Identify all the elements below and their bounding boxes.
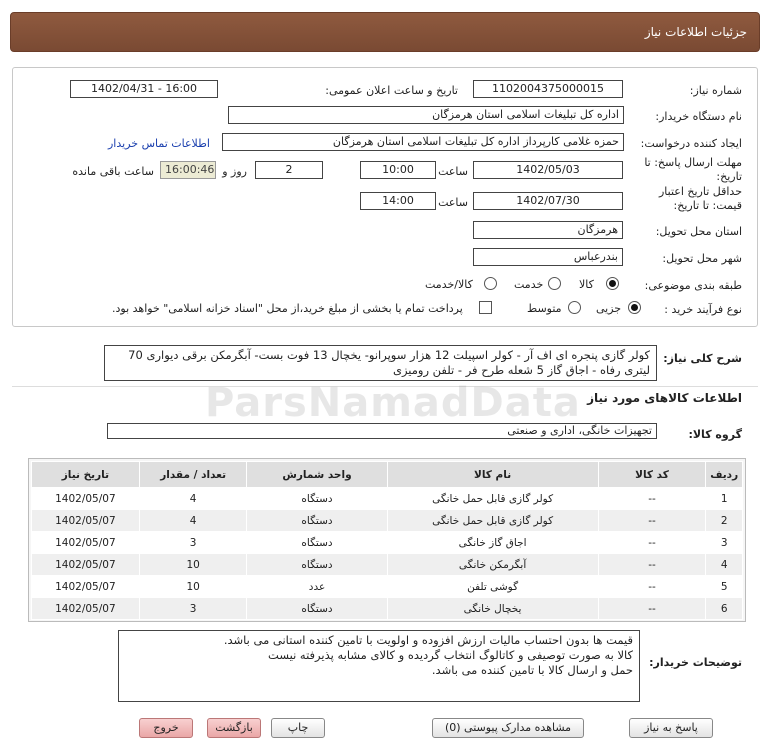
cell-date: 1402/05/07	[32, 532, 140, 554]
table-row	[32, 510, 743, 532]
announce-field: 1402/04/31 - 16:00	[70, 80, 218, 98]
province-label: استان محل تحویل:	[655, 225, 742, 238]
category-label: طبقه بندی موضوعی:	[644, 279, 742, 292]
process-label: نوع فرآیند خرید :	[664, 303, 742, 316]
page-title: جزئیات اطلاعات نیاز	[644, 25, 747, 39]
validity-label: حداقل تاریخ اعتبار قیمت: تا تاریخ:	[658, 185, 742, 212]
cell-date: 1402/05/07	[32, 510, 140, 532]
watermark-logo: ParsNamadData	[205, 380, 581, 426]
reply-deadline-label: مهلت ارسال پاسخ: تا تاریخ:	[644, 156, 742, 183]
cell-date: 1402/05/07	[32, 598, 140, 620]
cell-name: گوشی تلفن	[387, 576, 598, 598]
cell-row: 3	[706, 532, 743, 554]
buyer-notes-line: حمل و ارسال کالا با تامین کننده می باشد.	[431, 663, 633, 677]
category-service-radio[interactable]	[548, 277, 561, 290]
description-label: شرح کلی نیاز:	[663, 352, 742, 365]
category-goods-label: کالا	[579, 278, 594, 291]
col-qty: تعداد / مقدار	[139, 462, 247, 488]
process-medium-radio[interactable]	[568, 301, 581, 314]
cell-qty: 4	[139, 488, 247, 510]
cell-qty: 10	[139, 554, 247, 576]
cell-code: --	[598, 598, 706, 620]
cell-date: 1402/05/07	[32, 554, 140, 576]
col-name: نام کالا	[387, 462, 598, 488]
process-small-label: جزیی	[596, 302, 622, 315]
cell-date: 1402/05/07	[32, 488, 140, 510]
goods-section-title: اطلاعات کالاهای مورد نیاز	[587, 391, 742, 405]
table-row	[32, 488, 743, 510]
table-row	[32, 576, 743, 598]
category-goods-radio[interactable]	[606, 277, 619, 290]
cell-code: --	[598, 488, 706, 510]
buyer-contact-link[interactable]: اطلاعات تماس خریدار	[108, 137, 210, 150]
cell-unit: دستگاه	[247, 488, 387, 510]
buyer-org-field: اداره کل تبلیغات اسلامی استان هرمزگان	[228, 106, 624, 124]
page-header	[10, 12, 760, 52]
buyer-notes-line: قیمت ها بدون احتساب مالیات ارزش افزوده و اولویت با تامین کننده استانی می باشد.	[223, 633, 633, 647]
treasury-checkbox[interactable]	[479, 301, 492, 314]
creator-label: ایجاد کننده درخواست:	[640, 137, 742, 150]
cell-code: --	[598, 576, 706, 598]
treasury-text: پرداخت تمام یا بخشی از مبلغ خرید،از محل "اسناد خزانه اسلامی" خواهد بود.	[112, 302, 463, 315]
buyer-notes-label: توضیحات خریدار:	[649, 656, 742, 669]
items-table	[31, 461, 743, 620]
cell-unit: دستگاه	[247, 510, 387, 532]
cell-code: --	[598, 532, 706, 554]
cell-row: 6	[706, 598, 743, 620]
validity-time-label: ساعت	[438, 196, 468, 209]
days-label: روز و	[222, 165, 247, 178]
cell-name: یخچال خانگی	[387, 598, 598, 620]
validity-time-field: 14:00	[360, 192, 436, 210]
description-box: کولر گازی پنجره ای اف آر - کولر اسپیلت 12 هزار سوپرانو- یخچال 13 فوت بست- آبگرمکن برقی دیواری 70 لیتری رفاه - اجاق گاز 5 شعله طرح فر - تلفن رومیزی	[104, 345, 657, 381]
cell-row: 4	[706, 554, 743, 576]
divider	[12, 386, 758, 387]
announce-label: تاریخ و ساعت اعلان عمومی:	[325, 84, 458, 97]
reply-time-field: 10:00	[360, 161, 436, 179]
cell-qty: 3	[139, 598, 247, 620]
col-row: ردیف	[706, 462, 743, 488]
reply-time-label: ساعت	[438, 165, 468, 178]
col-date: تاریخ نیاز	[32, 462, 140, 488]
cell-unit: دستگاه	[247, 554, 387, 576]
city-label: شهر محل تحویل:	[662, 252, 742, 265]
exit-button[interactable]: خروج	[139, 718, 193, 738]
cell-unit: عدد	[247, 576, 387, 598]
days-field: 2	[255, 161, 323, 179]
cell-date: 1402/05/07	[32, 576, 140, 598]
goods-group-field: تجهیزات خانگی، اداری و صنعتی	[107, 423, 657, 439]
goods-group-label: گروه کالا:	[688, 428, 742, 441]
cell-code: --	[598, 554, 706, 576]
remaining-label: ساعت باقی مانده	[72, 165, 154, 178]
province-field: هرمزگان	[473, 221, 623, 239]
back-button[interactable]: بازگشت	[207, 718, 261, 738]
need-number-field: 1102004375000015	[473, 80, 623, 98]
validity-date-field: 1402/07/30	[473, 192, 623, 210]
cell-unit: دستگاه	[247, 532, 387, 554]
view-attachments-button[interactable]: مشاهده مدارک پیوستی (0)	[432, 718, 584, 738]
print-button[interactable]: چاپ	[271, 718, 325, 738]
cell-qty: 4	[139, 510, 247, 532]
cell-name: کولر گازی قابل حمل خانگی	[387, 510, 598, 532]
table-row	[32, 554, 743, 576]
table-row	[32, 532, 743, 554]
buyer-notes-box	[118, 630, 640, 702]
cell-row: 2	[706, 510, 743, 532]
buyer-org-label: نام دستگاه خریدار:	[655, 110, 742, 123]
category-service-label: خدمت	[514, 278, 544, 291]
city-field: بندرعباس	[473, 248, 623, 266]
reply-date-field: 1402/05/03	[473, 161, 623, 179]
cell-name: کولر گازی قابل حمل خانگی	[387, 488, 598, 510]
items-table-header	[32, 462, 743, 488]
category-both-label: کالا/خدمت	[425, 278, 473, 291]
cell-name: آبگرمکن خانگی	[387, 554, 598, 576]
need-number-label: شماره نیاز:	[689, 84, 742, 97]
cell-qty: 10	[139, 576, 247, 598]
buyer-notes-line: کالا به صورت توصیفی و کاتالوگ انتخاب گردیده و کالای مشابه پذیرفته نیست	[268, 648, 633, 662]
cell-qty: 3	[139, 532, 247, 554]
cell-code: --	[598, 510, 706, 532]
category-both-radio[interactable]	[484, 277, 497, 290]
process-medium-label: متوسط	[527, 302, 562, 315]
col-unit: واحد شمارش	[247, 462, 387, 488]
process-small-radio[interactable]	[628, 301, 641, 314]
table-row	[32, 598, 743, 620]
cell-name: اجاق گاز خانگی	[387, 532, 598, 554]
col-code: کد کالا	[598, 462, 706, 488]
cell-row: 5	[706, 576, 743, 598]
remaining-time-field: 16:00:46	[160, 161, 216, 179]
cell-row: 1	[706, 488, 743, 510]
cell-unit: دستگاه	[247, 598, 387, 620]
creator-field: حمزه غلامی کارپرداز اداره کل تبلیغات اسلامی استان هرمزگان	[222, 133, 624, 151]
reply-button[interactable]: پاسخ به نیاز	[629, 718, 713, 738]
